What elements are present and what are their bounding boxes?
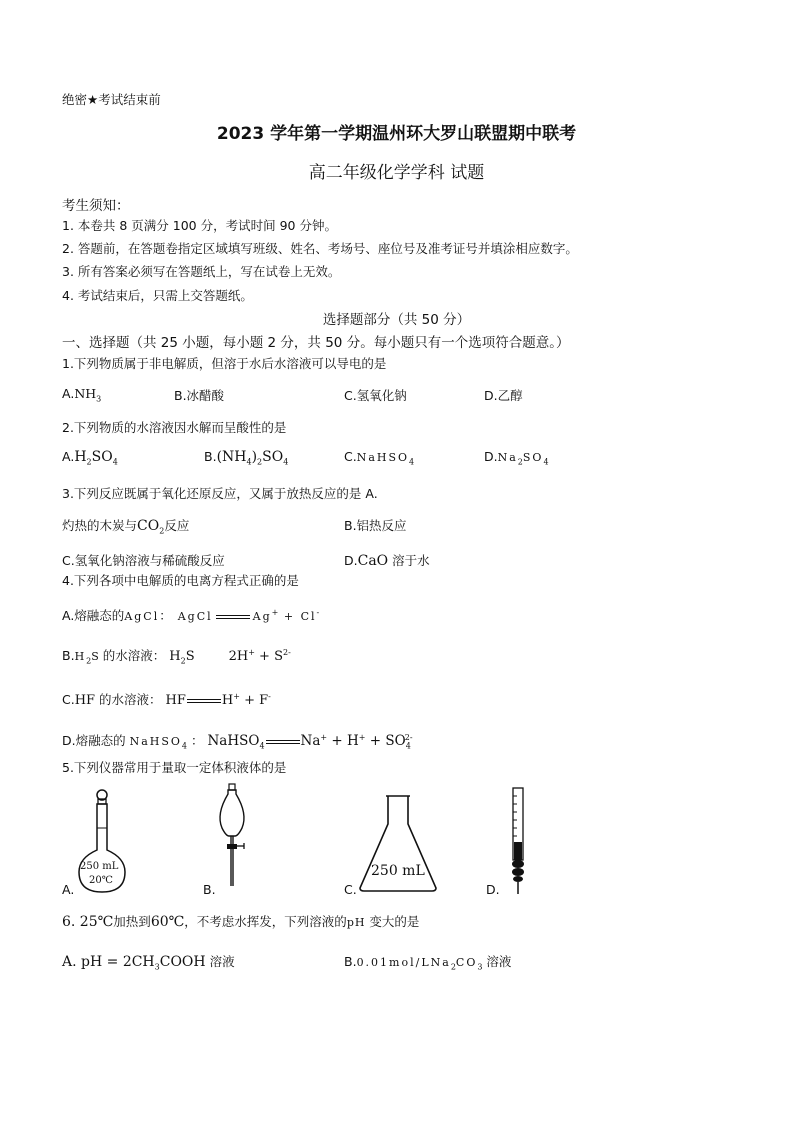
equals-sign (216, 615, 250, 619)
question-3-stem: 3.下列反应既属于氧化还原反应，又属于放热反应的是 A. (62, 486, 378, 501)
section-title: 选择题部分（共 50 分） (322, 312, 471, 328)
q3-option-c: C.氢氧化钠溶液与稀硫酸反应 (62, 553, 225, 568)
q2-option-d: $D.Na_2SO_4$ (484, 449, 549, 467)
q5-option-b: B. (203, 882, 216, 897)
question-5-stem: 5.下列仪器常用于量取一定体积液体的是 (62, 760, 287, 775)
erlenmeyer-flask-icon (356, 794, 440, 894)
notice-item-1: 1. 本卷共 8 页满分 100 分，考试时间 90 分钟。 (62, 218, 337, 233)
notice-item-4: 4. 考试结束后，只需上交答题纸。 (62, 288, 253, 303)
notice-heading: 考生须知： (62, 198, 130, 214)
q1-option-a: $A.NH_3$ (62, 386, 102, 404)
q5-option-c: C. (344, 882, 357, 897)
q3-option-b: B.铝热反应 (344, 518, 407, 533)
q4-option-a: A.熔融态的AgCl： AgCl Ag+ + Cl- (62, 607, 320, 623)
question-2-stem: 2.下列物质的水溶液因水解而呈酸性的是 (62, 420, 287, 435)
exam-subtitle: 高二年级化学学科 试题 (308, 163, 485, 183)
q5-option-d: D. (486, 882, 500, 897)
equals-sign (187, 699, 221, 703)
q4-option-d: D.熔融态的 NaHSO$_4$ ： NaHSO$_4$ $Na^+ + H^+ + SO_4^{2-}$ (62, 732, 413, 751)
section-instruction: 一、选择题（共 25 小题，每小题 2 分，共 50 分。每小题只有一个选项符合题意。） (62, 335, 570, 351)
flask-temperature-label: 20℃ (89, 875, 113, 886)
q6-option-a: A. pH = $2CH_3COOH$ 溶液 (62, 954, 235, 972)
burette-icon (506, 786, 530, 896)
q2-option-a: $A.H_2SO_4$ (62, 449, 118, 467)
exam-title: 2023 学年第一学期温州环大罗山联盟期中联考 (216, 124, 577, 144)
q4-option-c: C.HF 的水溶液： HF H+ + F- (62, 691, 271, 708)
erlenmeyer-volume-label: 250 mL (371, 863, 425, 879)
q5-option-a: A. (62, 882, 75, 897)
notice-item-2: 2. 答题前，在答题卷指定区域填写班级、姓名、考场号、座位号及准考证号并填涂相应数字。 (62, 241, 578, 256)
q2-option-b: $B.(NH_4)_2SO_4$ (204, 449, 289, 467)
equals-sign (266, 740, 300, 744)
q1-option-b: B.冰醋酸 (174, 388, 225, 403)
q1-option-d: D.乙醇 (484, 388, 523, 403)
q4-option-b: $B.H_2S$ 的水溶液： $H_2S$ $2H^+ + S^{2-}$ (62, 647, 291, 666)
q6-option-b: $B.0.01mol/LNa_2CO_3$ 溶液 (344, 954, 512, 972)
question-1-stem: 1.下列物质属于非电解质，但溶于水后水溶液可以导电的是 (62, 356, 387, 371)
q3-option-a: 灼热的木炭与$CO_2$反应 (62, 518, 190, 536)
q3-option-d: D.CaO 溶于水 (344, 553, 430, 569)
question-6-stem: 6. 25℃加热到60℃，不考虑水挥发，下列溶液的pH 变大的是 (62, 914, 420, 930)
question-4-stem: 4.下列各项中电解质的电离方程式正确的是 (62, 573, 299, 588)
flask-volume-label: 250 mL (80, 861, 119, 872)
confidential-label: 绝密★考试结束前 (62, 92, 161, 107)
separatory-funnel-icon (214, 782, 254, 892)
q2-option-c: C.NaHSO$_4$ (344, 449, 415, 467)
notice-item-3: 3. 所有答案必须写在答题纸上，写在试卷上无效。 (62, 264, 341, 279)
q1-option-c: C.氢氧化钠 (344, 388, 407, 403)
